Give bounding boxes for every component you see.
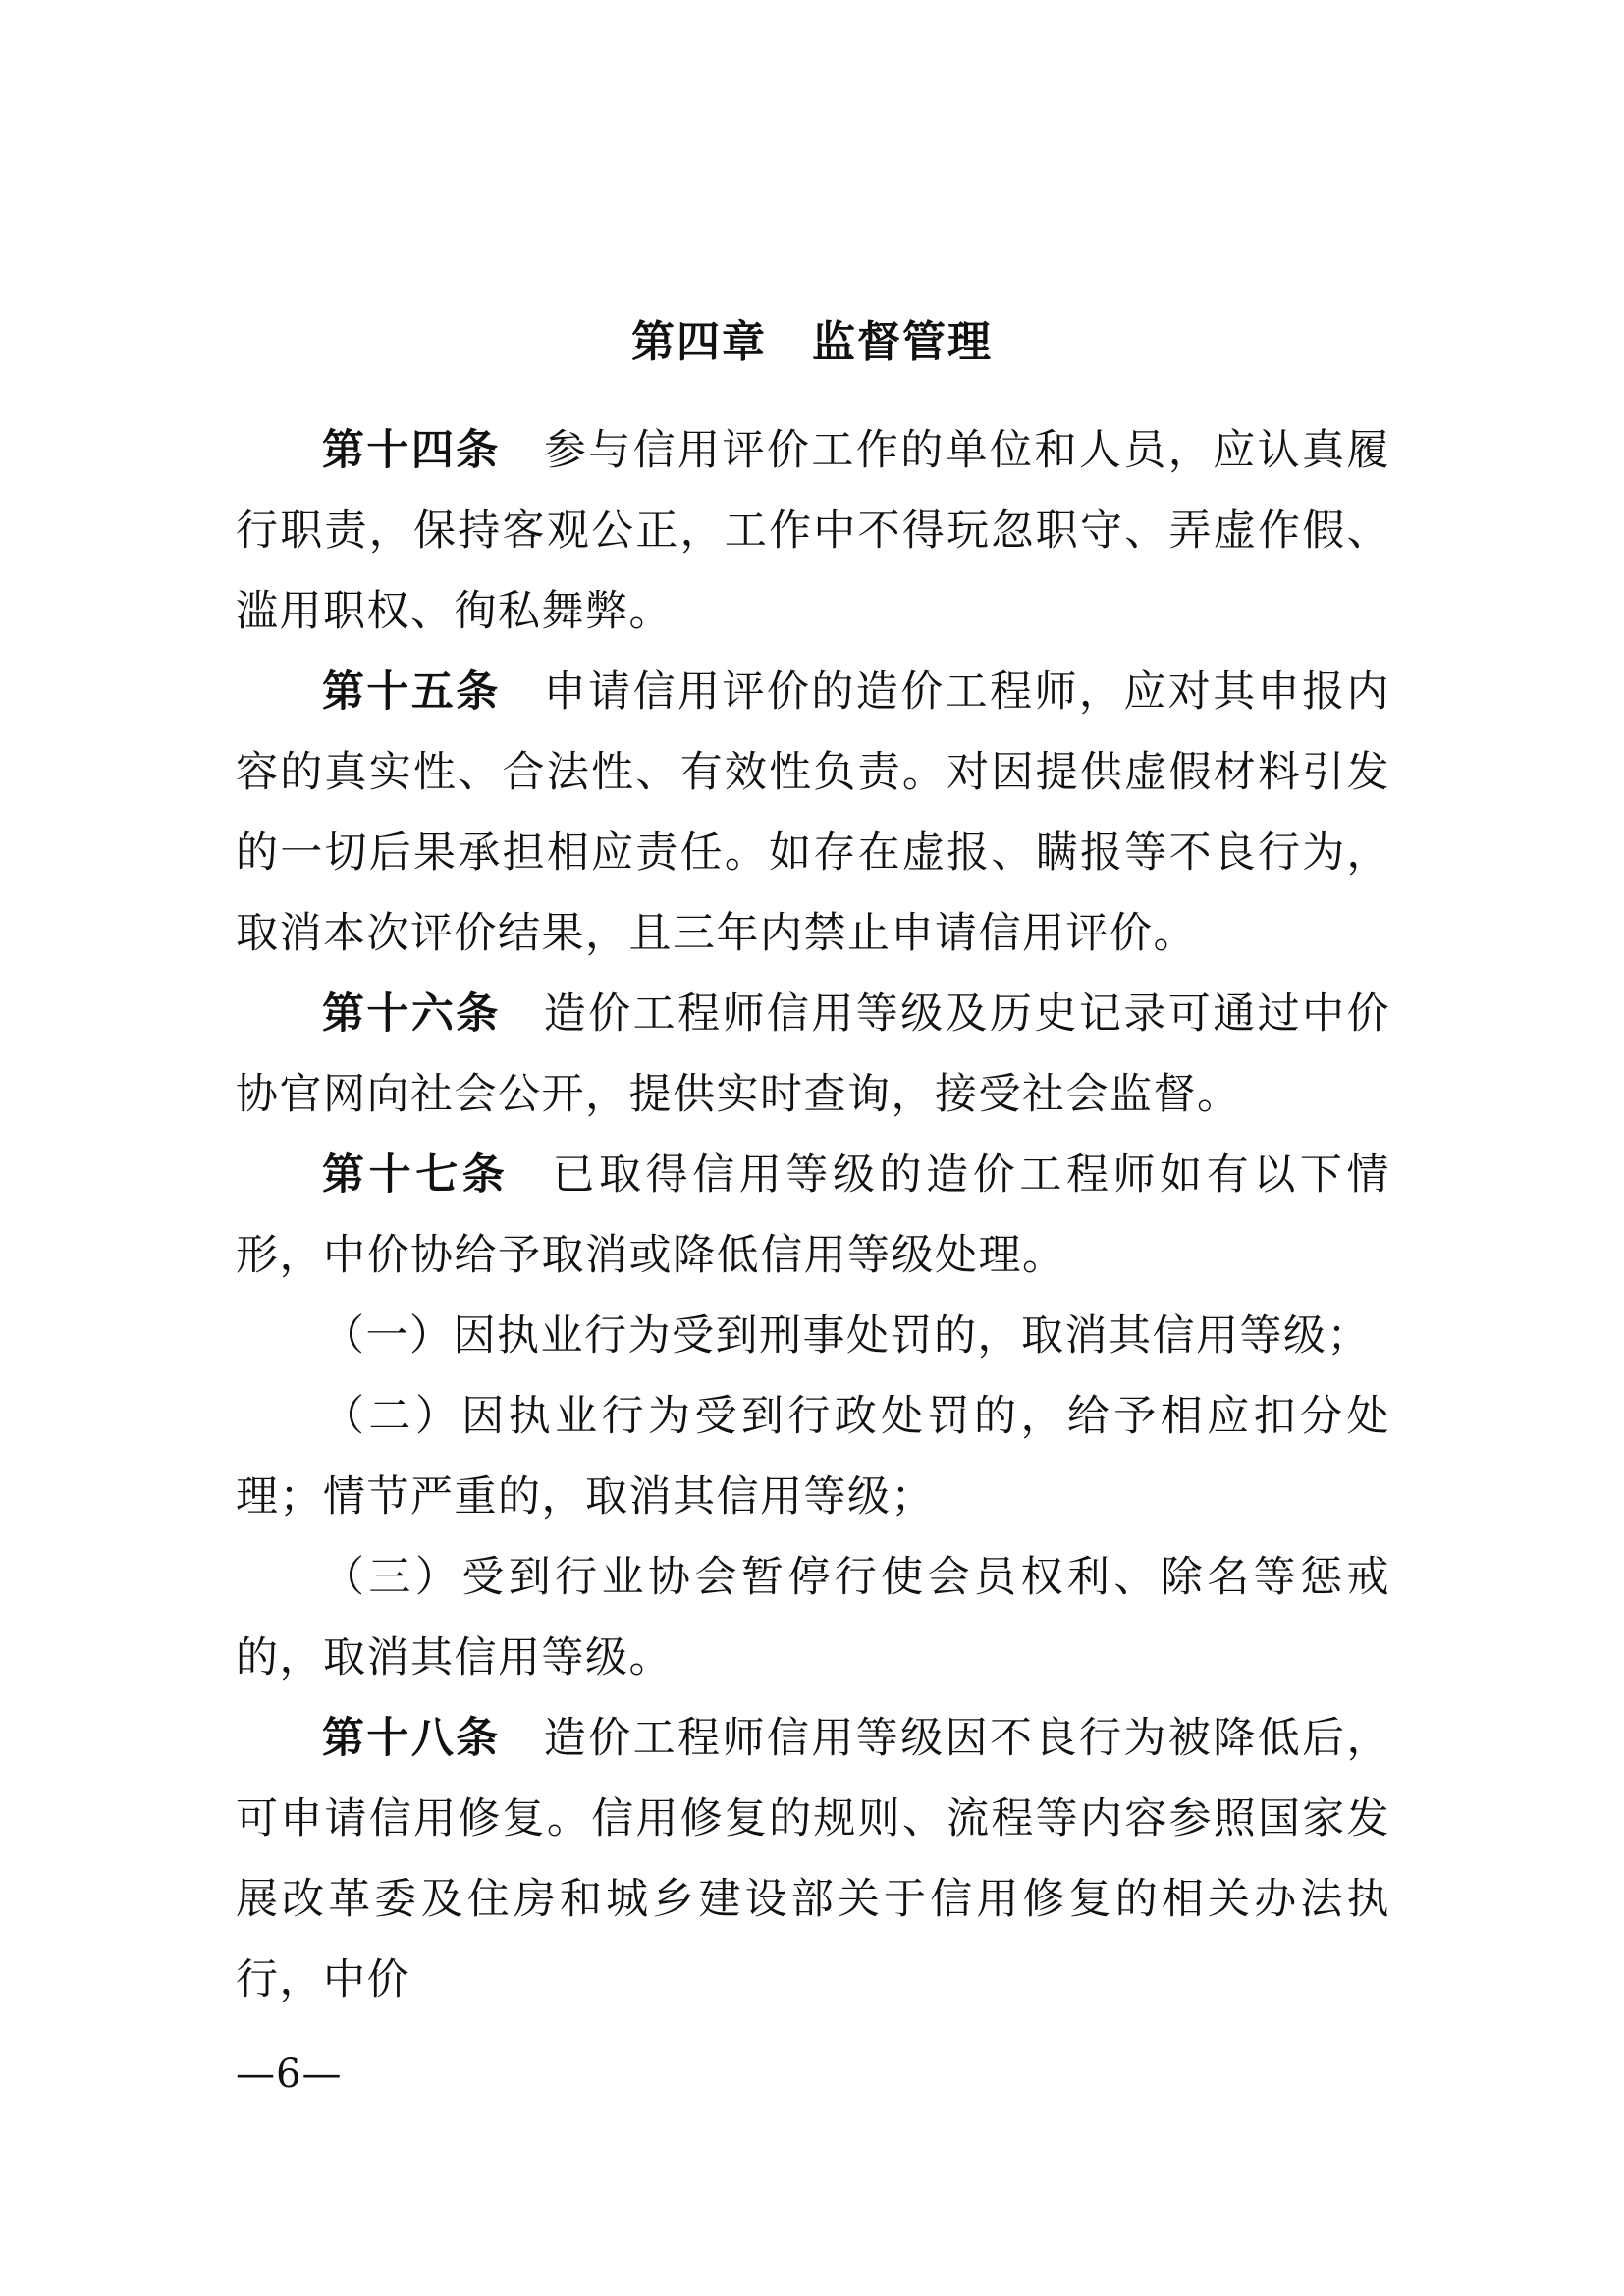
page-number: —6—	[236, 2052, 343, 2097]
list-item-2: （二）因执业行为受到行政处罚的，给予相应扣分处理；情节严重的，取消其信用等级；	[236, 1392, 1390, 1522]
article-number: 第十六条	[322, 989, 501, 1039]
article-number: 第十四条	[322, 426, 501, 475]
article-number: 第十五条	[322, 667, 501, 717]
article-number: 第十八条	[322, 1714, 501, 1763]
document-body	[236, 410, 1390, 2020]
article-number: 第十七条	[322, 1150, 510, 1200]
list-item-3: （三）受到行业协会暂停行使会员权利、除名等惩戒的，取消其信用等级。	[236, 1553, 1390, 1682]
article-14	[236, 410, 1390, 652]
list-item-1: （一）因执业行为受到刑事处罚的，取消其信用等级；	[322, 1311, 1371, 1361]
article-text: 参与信用评价工作的单位和人员，应认真履行职责，保持客观公正，工作中不得玩忽职守、弄虚作假、滥用职权、徇私舞弊。	[236, 426, 1391, 636]
article-text: 造价工程师信用等级及历史记录可通过中价协官网向社会公开，提供实时查询，接受社会监督。	[236, 989, 1391, 1119]
article-text: 造价工程师信用等级因不良行为被降低后，可申请信用修复。信用修复的规则、流程等内容参照国家发展改革委及住房和城乡建设部关于信用修复的相关办法执行，中价	[236, 1714, 1391, 2004]
article-text: 已取得信用等级的造价工程师如有以下情形，中价协给予取消或降低信用等级处理。	[236, 1150, 1391, 1280]
article-17	[236, 1135, 1390, 1296]
article-18	[236, 1698, 1390, 2020]
article-15	[236, 652, 1390, 974]
article-text: 申请信用评价的造价工程师，应对其申报内容的真实性、合法性、有效性负责。对因提供虚假材料引发的一切后果承担相应责任。如存在虚报、瞒报等不良行为，取消本次评价结果，且三年内禁止申请信用评价。	[236, 667, 1391, 958]
chapter-title: 第四章 监督管理	[631, 317, 993, 367]
article-16	[236, 974, 1390, 1135]
